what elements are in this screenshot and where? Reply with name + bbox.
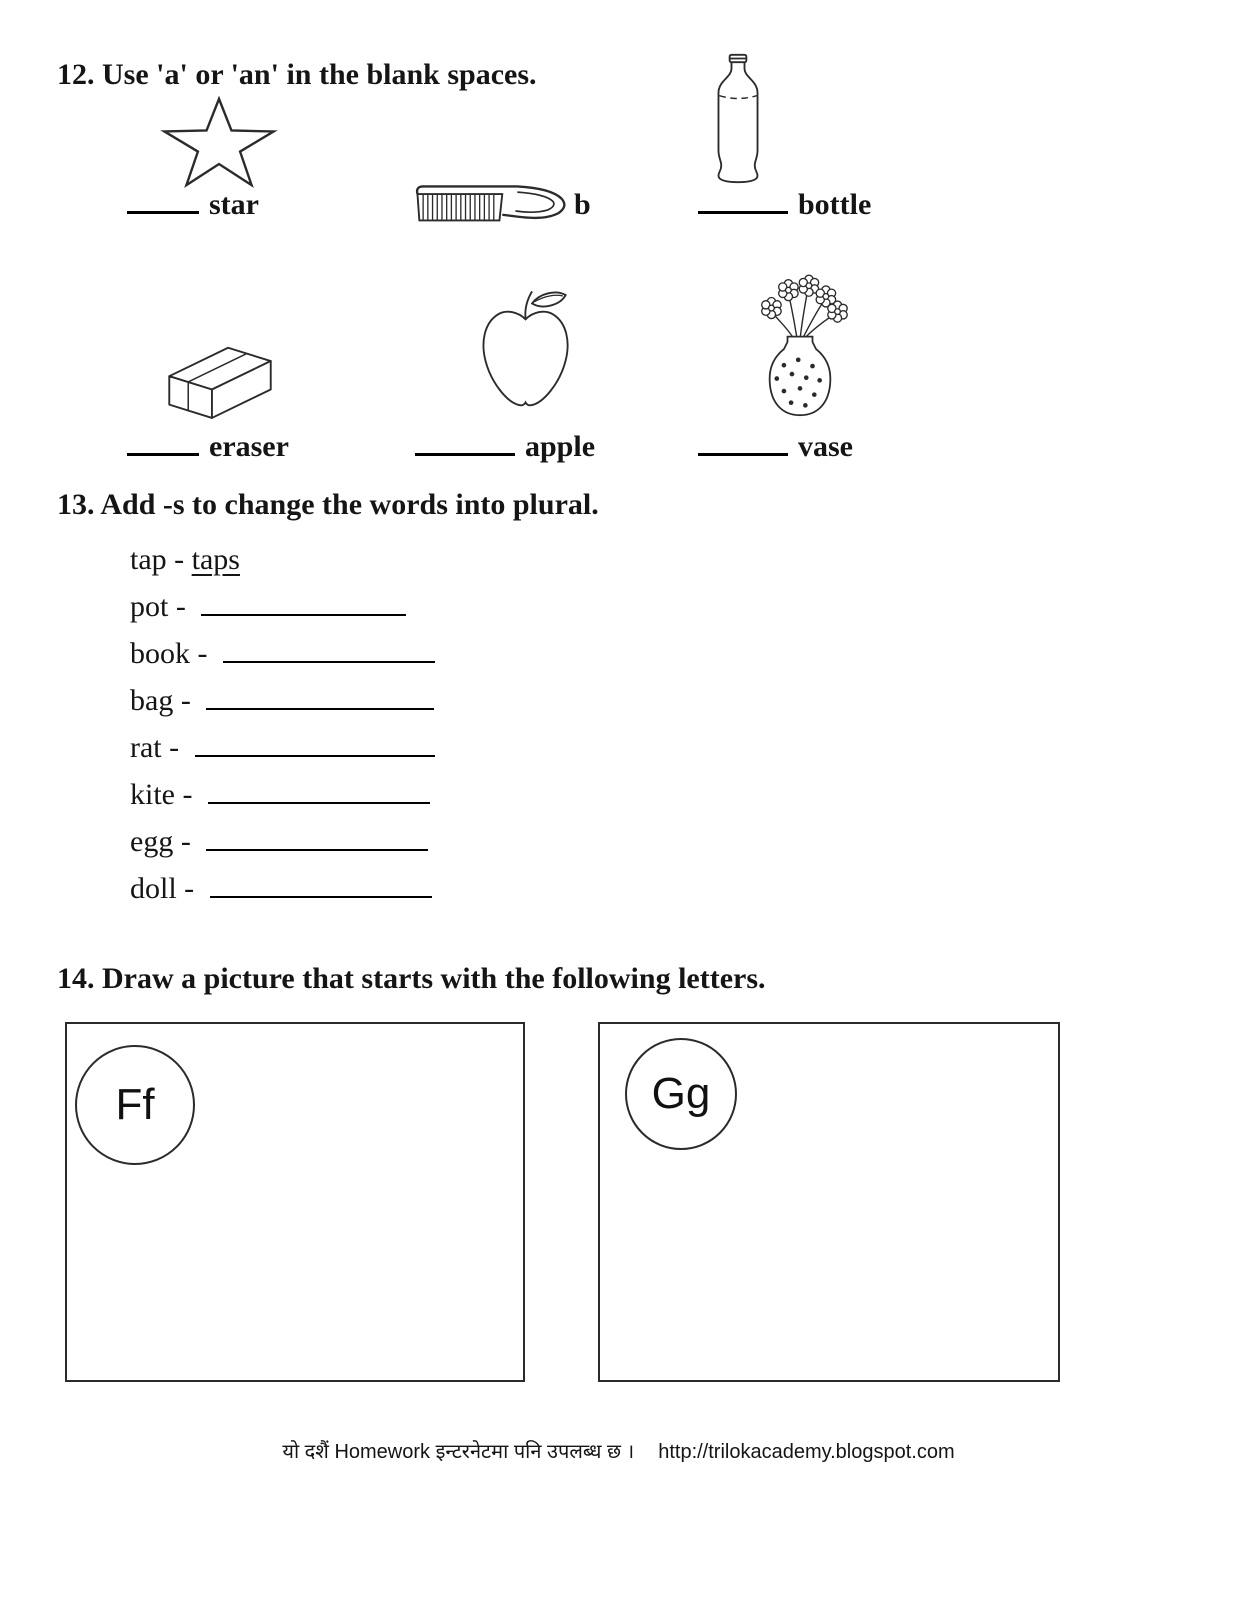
star-icon	[160, 96, 278, 188]
item-word: eraser	[209, 430, 289, 463]
plural-word: egg	[130, 825, 174, 858]
blank-line	[223, 661, 435, 663]
blank-line	[208, 802, 430, 804]
q12-item-eraser	[127, 430, 289, 464]
blank-line	[195, 755, 435, 757]
footer-url[interactable]: http://trilokacademy.blogspot.com	[658, 1441, 955, 1463]
letter-label: Gg	[651, 1069, 711, 1118]
blank-line	[201, 614, 406, 616]
q12-item-comb	[574, 188, 591, 222]
item-word: vase	[798, 430, 853, 463]
plural-word: pot	[130, 590, 169, 623]
vase-icon	[750, 274, 850, 426]
blank-line	[127, 453, 199, 456]
plural-word: doll	[130, 872, 177, 905]
plural-word: tap	[130, 543, 167, 576]
plural-word: kite	[130, 778, 175, 811]
letter-circle-f	[75, 1045, 195, 1165]
plural-row	[130, 771, 435, 818]
item-word: star	[209, 188, 259, 221]
blank-line	[698, 453, 788, 456]
plural-word: rat	[130, 731, 162, 764]
blank-line	[206, 708, 434, 710]
dash: -	[174, 543, 185, 576]
blank-line	[206, 849, 428, 851]
q12-heading: 12. Use 'a' or 'an' in the blank spaces.	[57, 58, 537, 91]
dash: -	[180, 684, 191, 717]
plural-answer: taps	[191, 543, 240, 576]
item-word: b	[574, 188, 591, 221]
letter-label: Ff	[115, 1080, 155, 1129]
q12-item-apple	[415, 430, 595, 464]
dash: -	[180, 825, 191, 858]
plural-list	[130, 536, 435, 912]
item-word: apple	[525, 430, 596, 463]
plural-row	[130, 865, 435, 912]
dash: -	[184, 872, 195, 905]
q14-heading: 14. Draw a picture that starts with the following letters.	[57, 962, 766, 995]
blank-line	[210, 896, 432, 898]
plural-row	[130, 818, 435, 865]
q12-item-bottle	[698, 188, 871, 222]
plural-row	[130, 630, 435, 677]
plural-word: book	[130, 637, 190, 670]
eraser-icon	[156, 336, 284, 424]
blank-line	[127, 211, 199, 214]
q12-item-vase	[698, 430, 853, 464]
bottle-icon	[705, 52, 771, 184]
dash: -	[175, 590, 186, 623]
footer-note: यो दशैं Homework इन्टरनेटमा पनि उपलब्ध छ ।	[282, 1441, 635, 1463]
apple-icon	[477, 286, 575, 418]
footer	[0, 1437, 1237, 1464]
dash: -	[182, 778, 193, 811]
dash: -	[197, 637, 208, 670]
dash: -	[169, 731, 180, 764]
q12-item-star	[127, 188, 259, 222]
plural-row	[130, 724, 435, 771]
plural-word: bag	[130, 684, 174, 717]
plural-row	[130, 677, 435, 724]
plural-row	[130, 583, 435, 630]
plural-example-row	[130, 536, 435, 583]
blank-line	[415, 453, 515, 456]
q13-heading: 13. Add -s to change the words into plural.	[57, 488, 599, 521]
blank-line	[698, 211, 788, 214]
letter-circle-g	[625, 1038, 737, 1150]
comb-icon	[408, 178, 573, 227]
item-word: bottle	[798, 188, 872, 221]
